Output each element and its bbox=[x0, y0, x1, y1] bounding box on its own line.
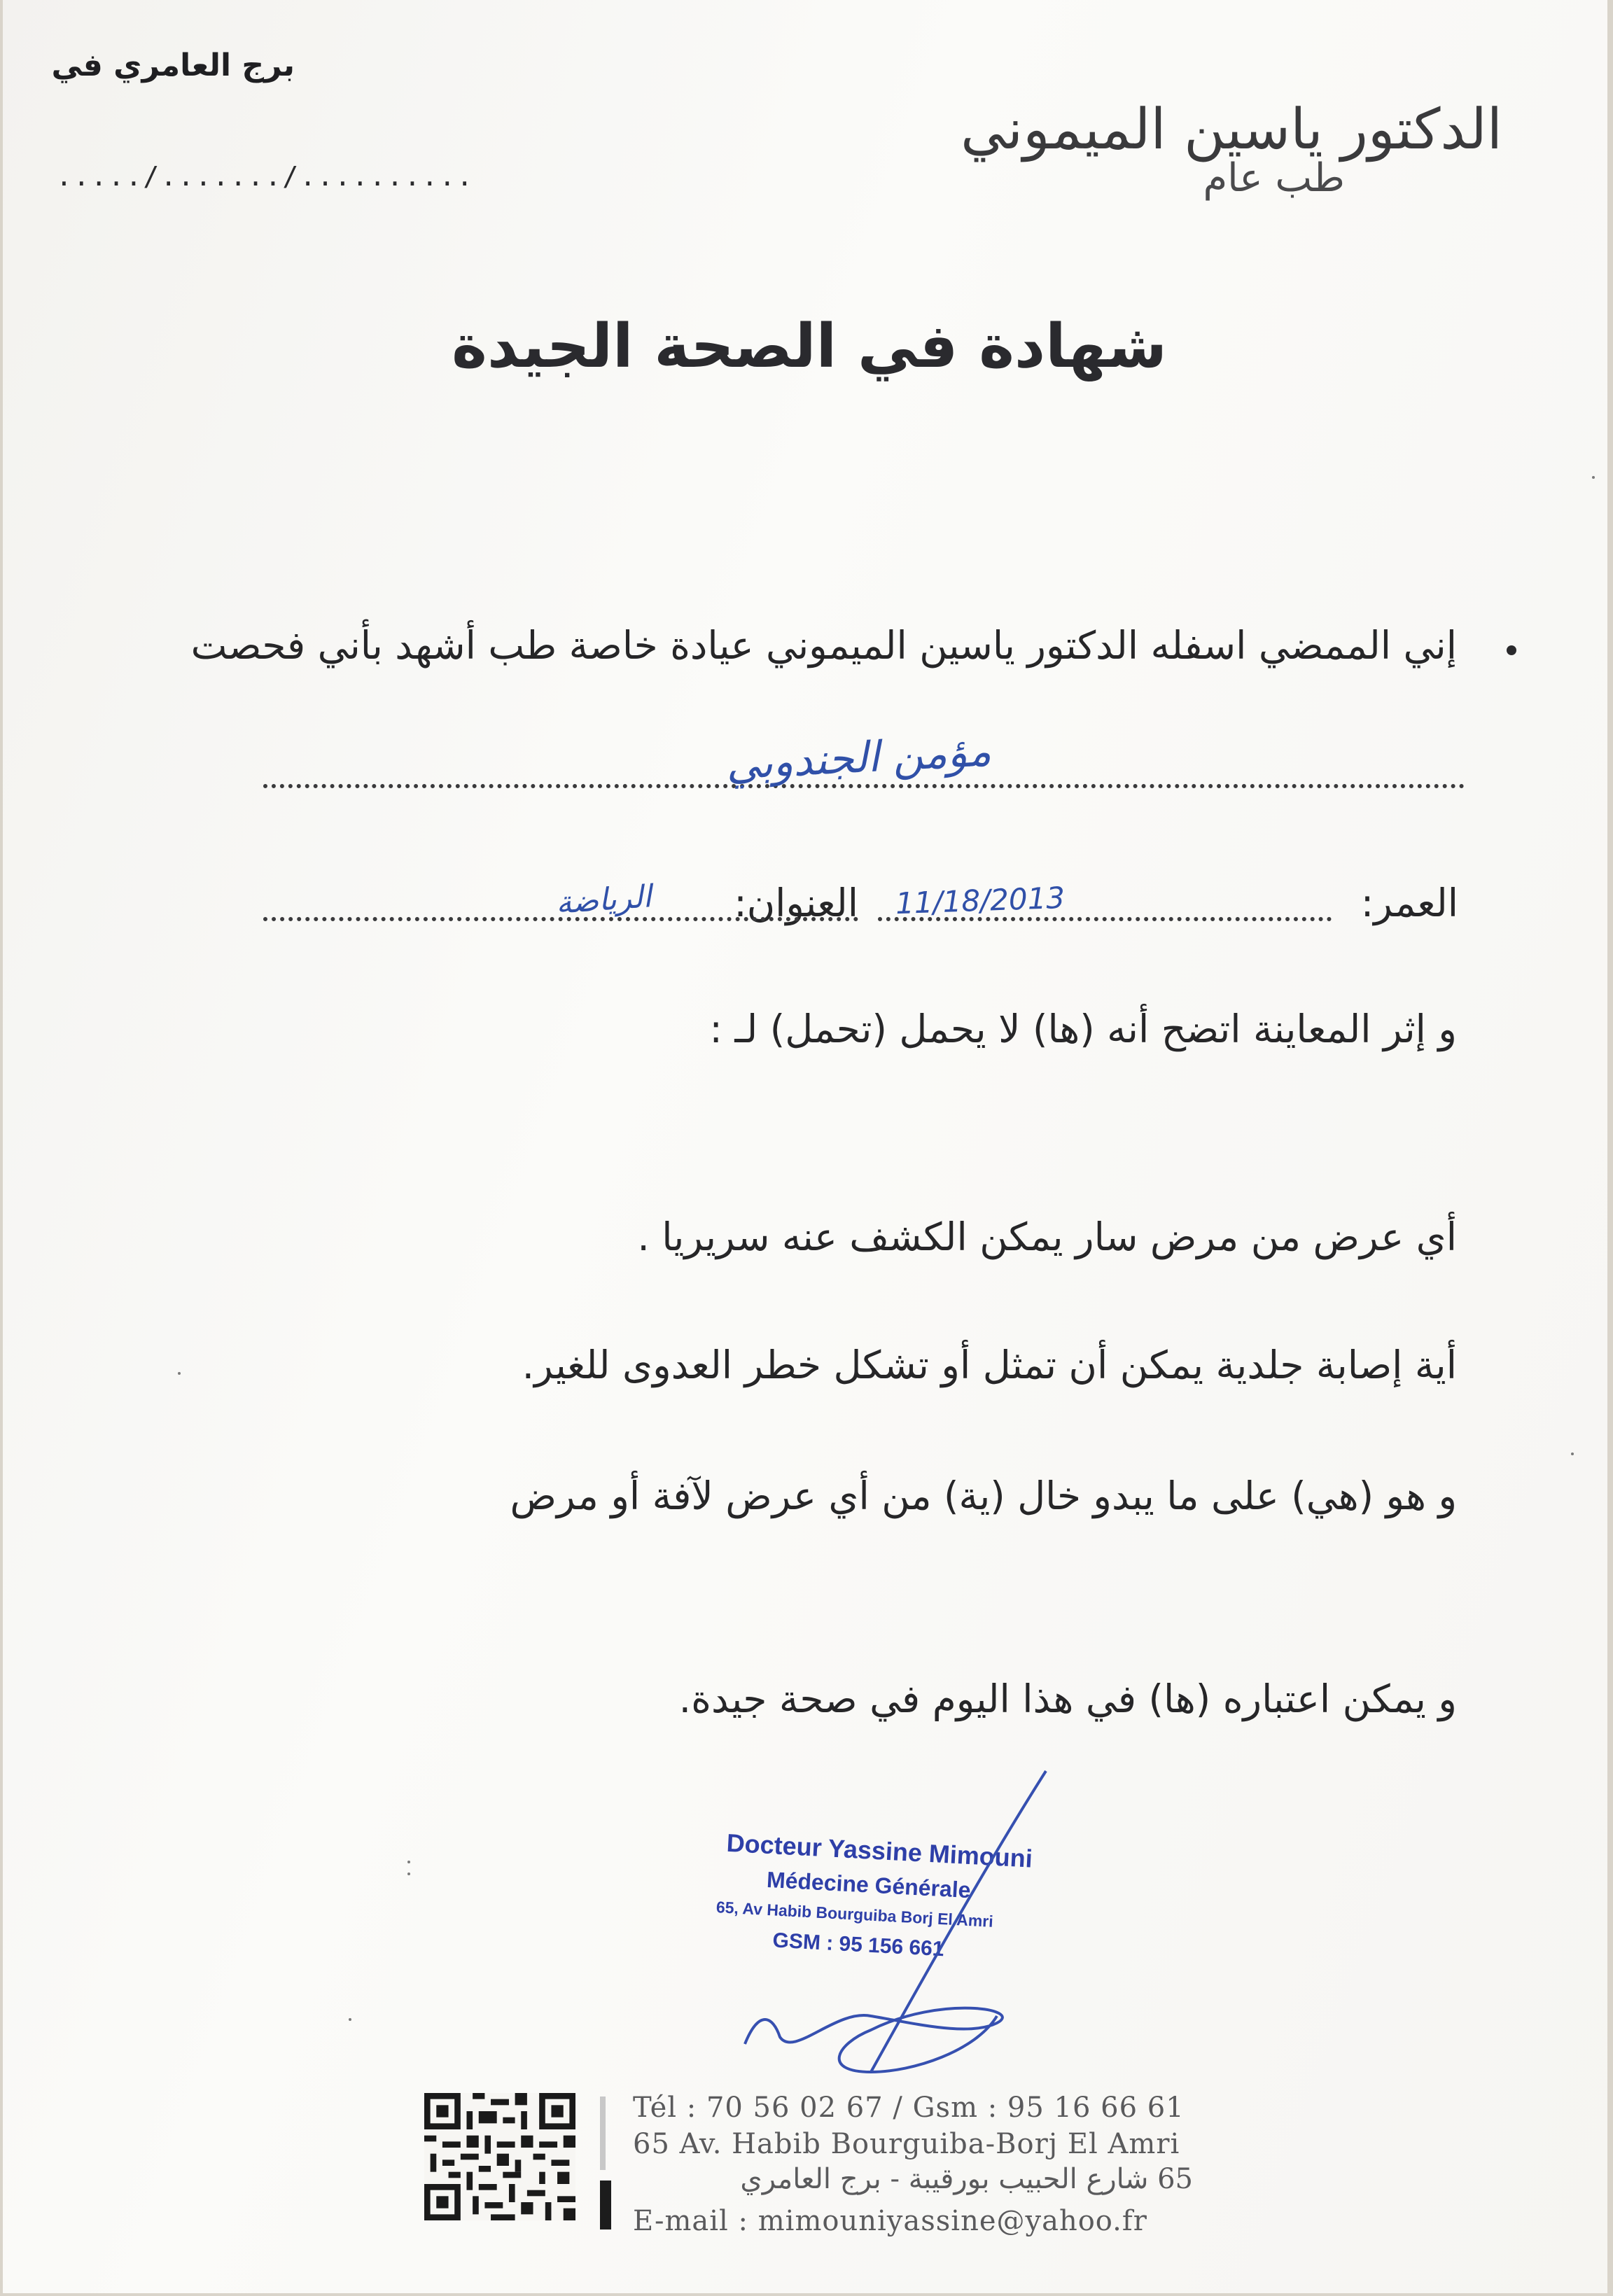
patient-name-line bbox=[263, 784, 1465, 788]
date-field: ...../......./.......... bbox=[56, 161, 475, 192]
place-label: برج العامري في bbox=[51, 48, 295, 83]
age-handwritten: 11/18/2013 bbox=[895, 880, 1066, 921]
certificate-page bbox=[3, 0, 1607, 2293]
address-handwritten: الرياضة bbox=[554, 878, 653, 921]
intro-statement: إني الممضي اسفله الدكتور ياسين الميموني عيادة خاصة طب أشهد بأني فحصت bbox=[190, 623, 1457, 668]
footer-email: E-mail : mimouniyassine@yahoo.fr bbox=[633, 2205, 1147, 2237]
signature-icon bbox=[731, 1764, 1053, 2086]
footer-address-ar: 65 شارع الحبيب بورقيبة - برج العامري bbox=[740, 2163, 1193, 2195]
certificate-title: شهادة في الصحة الجيدة bbox=[452, 312, 1167, 382]
stamp-specialty: Médecine Générale bbox=[766, 1866, 972, 1903]
stamp-doctor-name: Docteur Yassine Mimouni bbox=[725, 1828, 1033, 1873]
footer-address-fr: 65 Av. Habib Bourguiba-Borj El Amri bbox=[633, 2128, 1180, 2160]
footer-phone: Tél : 70 56 02 67 / Gsm : 95 16 66 61 bbox=[633, 2092, 1185, 2124]
age-label: العمر: bbox=[1360, 881, 1458, 925]
finding-statement: و إثر المعاينة اتضح أنه (ها) لا يحمل (تحمل) لـ : bbox=[709, 1007, 1457, 1051]
bullet-icon bbox=[1507, 645, 1516, 655]
condition-item: و هو (هي) على ما يبدو خال (ية) من أي عرض لآفة أو مرض bbox=[510, 1474, 1457, 1518]
condition-item: أية إصابة جلدية يمكن أن تمثل أو تشكل خطر العدوى للغير. bbox=[522, 1343, 1457, 1387]
qr-code-icon bbox=[424, 2093, 575, 2220]
address-label: العنوان: bbox=[734, 881, 858, 925]
doctor-name: الدكتور ياسين الميموني bbox=[961, 97, 1502, 162]
conclusion-statement: و يمكن اعتباره (ها) في هذا اليوم في صحة جيدة. bbox=[678, 1676, 1457, 1721]
footer-divider bbox=[600, 2096, 606, 2170]
condition-item: أي عرض من مرض سار يمكن الكشف عنه سريريا . bbox=[637, 1214, 1457, 1259]
stamp-phone: GSM : 95 156 661 bbox=[771, 1928, 945, 1961]
patient-name-handwritten: مؤمن الجندوبي bbox=[725, 727, 993, 790]
footer-divider bbox=[600, 2180, 611, 2230]
stamp-address: 65, Av Habib Bourguiba Borj El Amri bbox=[715, 1898, 994, 1931]
doctor-specialty: طب عام bbox=[1203, 155, 1345, 201]
